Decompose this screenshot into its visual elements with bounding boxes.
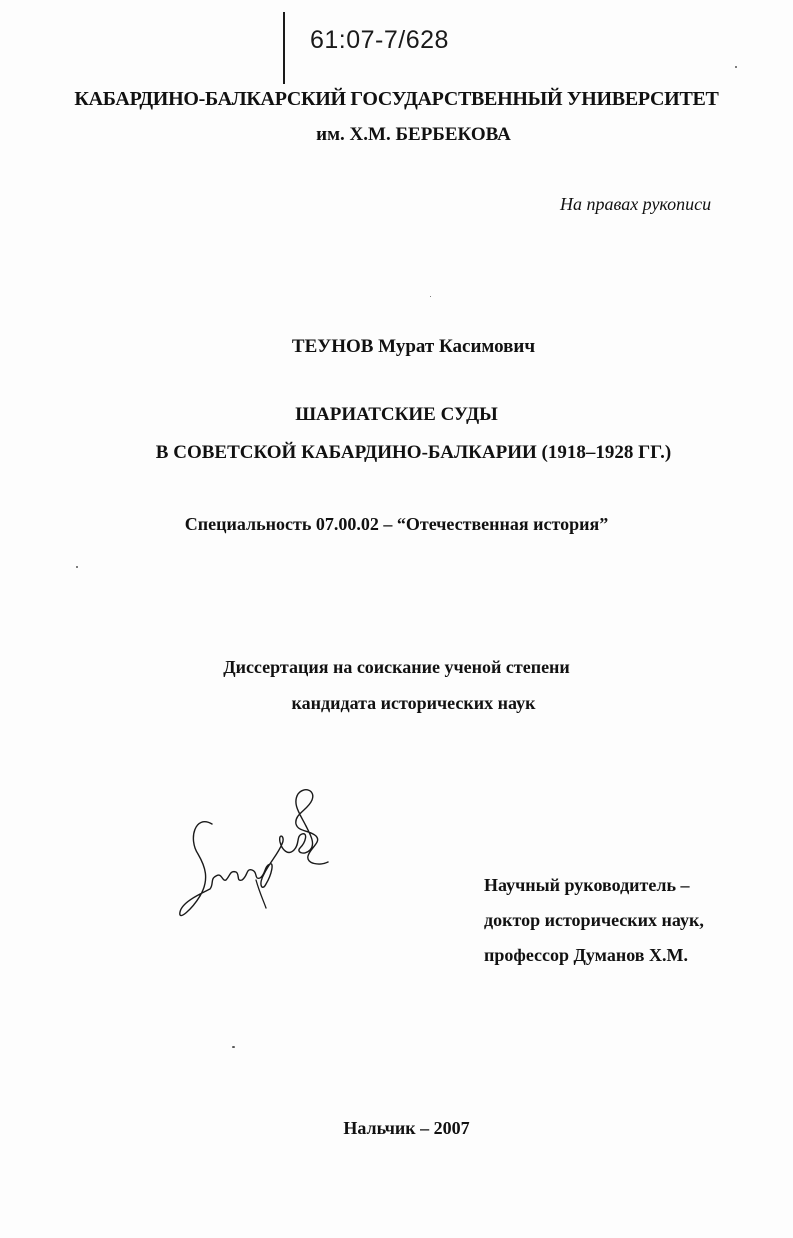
advisor-name: профессор Думанов Х.М. xyxy=(484,945,688,965)
thesis-title-line-2: В СОВЕТСКОЙ КАБАРДИНО-БАЛКАРИИ (1918–1928 ГГ.) xyxy=(155,442,672,463)
manuscript-note: На правах рукописи xyxy=(560,194,712,214)
university-named-after: им. Х.М. БЕРБЕКОВА xyxy=(316,124,511,145)
scientific-advisor xyxy=(484,868,704,973)
paper-speck xyxy=(735,66,737,68)
degree-line-2: кандидата исторических наук xyxy=(291,693,536,713)
paper-speck xyxy=(76,566,78,568)
specialty: Специальность 07.00.02 – “Отечественная история” xyxy=(184,514,609,534)
advisor-role: Научный руководитель – xyxy=(484,875,690,895)
degree-line-1: Диссертация на соискание ученой степени xyxy=(223,657,570,677)
thesis-title-line-1: ШАРИАТСКИЕ СУДЫ xyxy=(295,404,498,425)
place-and-year: Нальчик – 2007 xyxy=(343,1118,470,1138)
advisor-degree: доктор исторических наук, xyxy=(484,910,704,930)
paper-speck xyxy=(430,296,431,297)
university-name: КАБАРДИНО-БАЛКАРСКИЙ ГОСУДАРСТВЕННЫЙ УНИВЕРСИТЕТ xyxy=(74,88,719,110)
paper-speck xyxy=(232,1046,235,1048)
catalog-stamp: 61:07-7/628 xyxy=(310,26,449,54)
stamp-divider xyxy=(283,12,285,84)
author-name: ТЕУНОВ Мурат Касимович xyxy=(291,336,536,357)
handwritten-signature xyxy=(170,784,345,924)
